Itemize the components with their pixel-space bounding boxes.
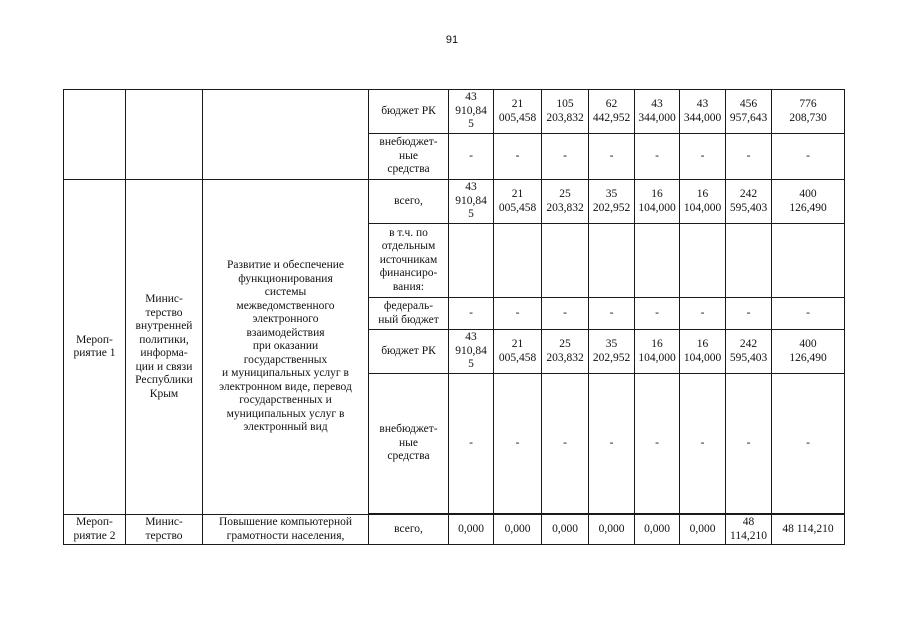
value-cell: -	[772, 298, 845, 330]
value-cell	[449, 224, 494, 298]
executor-cell	[126, 90, 203, 180]
value-cell	[772, 224, 845, 298]
value-cell: 16 104,000	[680, 180, 726, 224]
value-cell: -	[772, 134, 845, 180]
measure-label: Мероп- риятие 1	[64, 180, 126, 515]
value-cell: -	[680, 298, 726, 330]
value-cell: 43 910,84 5	[449, 90, 494, 134]
value-cell: 0,000	[494, 515, 542, 545]
value-cell: -	[494, 374, 542, 514]
value-cell: 35 202,952	[589, 330, 635, 374]
value-cell: -	[726, 374, 772, 514]
measure-description: Повышение компьютерной грамотности населения,	[203, 515, 369, 545]
value-cell: -	[542, 298, 589, 330]
page-number: 91	[445, 34, 459, 46]
value-cell	[680, 224, 726, 298]
value-cell: -	[680, 134, 726, 180]
value-cell: 43 910,84 5	[449, 180, 494, 224]
value-cell: -	[542, 374, 589, 514]
value-cell: 456 957,643	[726, 90, 772, 134]
value-cell: 105 203,832	[542, 90, 589, 134]
value-cell: 242 595,403	[726, 180, 772, 224]
table-row	[64, 90, 845, 134]
value-cell: 0,000	[449, 515, 494, 545]
value-cell	[726, 224, 772, 298]
value-cell: -	[589, 298, 635, 330]
value-cell: 400 126,490	[772, 180, 845, 224]
value-cell: 242 595,403	[726, 330, 772, 374]
value-cell	[589, 224, 635, 298]
executor-name: Минис- терство	[126, 515, 203, 545]
executor-name: Минис- терство внутренней политики, информа- ции и связи Республики Крым	[126, 180, 203, 515]
value-cell: 21 005,458	[494, 90, 542, 134]
table-row	[64, 180, 845, 224]
table-row	[64, 515, 845, 545]
value-cell: 43 344,000	[680, 90, 726, 134]
value-cell: 0,000	[680, 515, 726, 545]
value-cell: -	[772, 374, 845, 514]
source-cell: внебюджет- ные средства	[369, 374, 449, 514]
value-cell: -	[635, 374, 680, 514]
value-cell: 25 203,832	[542, 180, 589, 224]
value-cell: 776 208,730	[772, 90, 845, 134]
value-cell: -	[726, 134, 772, 180]
value-cell: -	[494, 134, 542, 180]
measure-description: Развитие и обеспечение функционирования системы межведомственного электронного взаимодействия при оказании государственных и муниципальных услуг в электронном виде, перевод государственных и муниципальных услуг в электронный вид	[203, 180, 369, 515]
value-cell: 400 126,490	[772, 330, 845, 374]
description-cell	[203, 90, 369, 180]
value-cell	[494, 224, 542, 298]
value-cell: 21 005,458	[494, 330, 542, 374]
value-cell: 16 104,000	[635, 330, 680, 374]
source-cell: бюджет РК	[369, 90, 449, 134]
value-cell: 16 104,000	[635, 180, 680, 224]
source-cell: всего,	[369, 515, 449, 545]
value-cell: -	[589, 134, 635, 180]
value-cell: 35 202,952	[589, 180, 635, 224]
source-cell: внебюджет- ные средства	[369, 134, 449, 180]
measure-cell	[64, 90, 126, 180]
value-cell: -	[680, 374, 726, 514]
value-cell: 25 203,832	[542, 330, 589, 374]
value-cell: -	[449, 298, 494, 330]
value-cell: 43 910,84 5	[449, 330, 494, 374]
value-cell: 48 114,210	[772, 515, 845, 545]
value-cell: 62 442,952	[589, 90, 635, 134]
value-cell: 48 114,210	[726, 515, 772, 545]
source-cell: федераль- ный бюджет	[369, 298, 449, 330]
source-cell: бюджет РК	[369, 330, 449, 374]
value-cell: -	[494, 298, 542, 330]
value-cell: 21 005,458	[494, 180, 542, 224]
value-cell: -	[635, 134, 680, 180]
value-cell: 0,000	[589, 515, 635, 545]
measure-label: Мероп- риятие 2	[64, 515, 126, 545]
funding-table	[63, 89, 845, 545]
value-cell: -	[726, 298, 772, 330]
value-cell: -	[589, 374, 635, 514]
value-cell: -	[635, 298, 680, 330]
value-cell: -	[449, 374, 494, 514]
value-cell: 43 344,000	[635, 90, 680, 134]
value-cell: 16 104,000	[680, 330, 726, 374]
value-cell: -	[449, 134, 494, 180]
value-cell: 0,000	[635, 515, 680, 545]
source-cell: в т.ч. по отдельным источникам финансиро- вания:	[369, 224, 449, 298]
source-cell: всего,	[369, 180, 449, 224]
value-cell	[542, 224, 589, 298]
value-cell: 0,000	[542, 515, 589, 545]
value-cell	[635, 224, 680, 298]
value-cell: -	[542, 134, 589, 180]
